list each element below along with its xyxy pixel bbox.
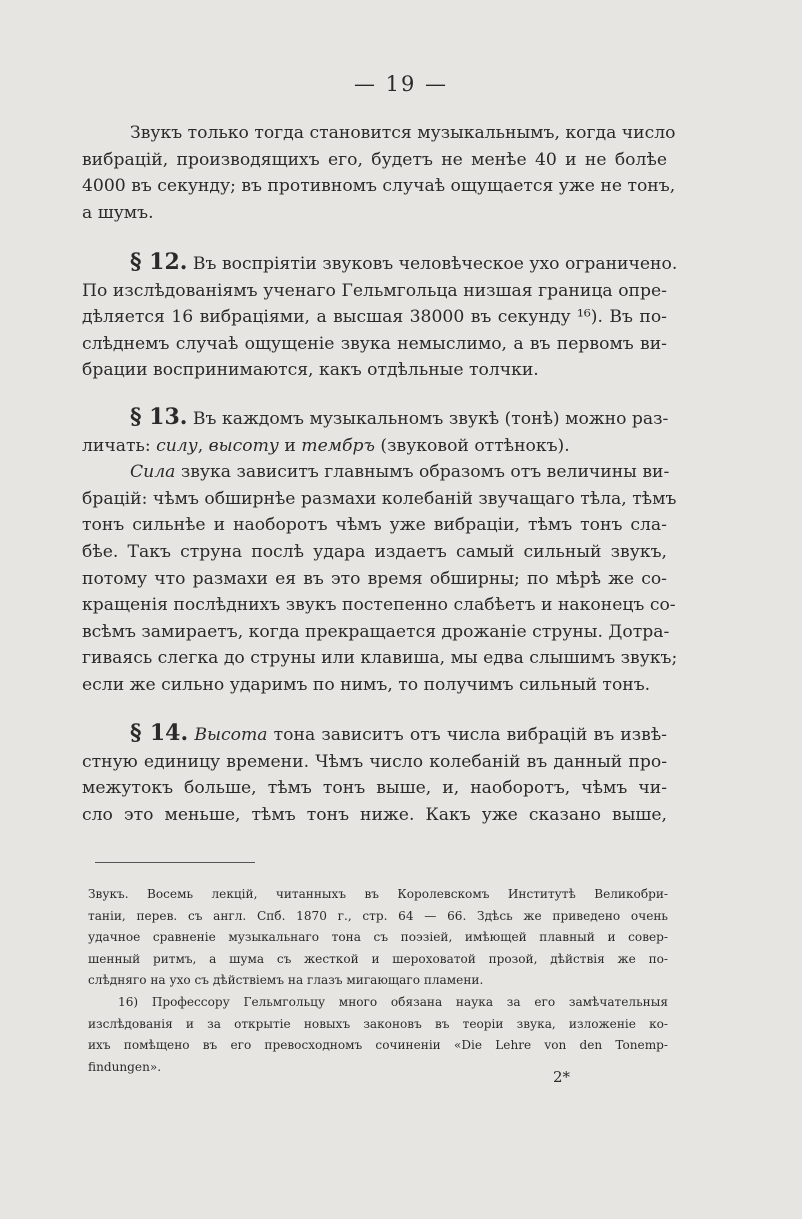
section-number: § 13.: [130, 404, 188, 430]
section-13: [82, 404, 678, 699]
section-number: § 14.: [130, 720, 189, 746]
text-line: всѣмъ замираетъ, когда прекращается дрожаніе струны. Дотра-: [82, 621, 670, 642]
text-line: кращенія послѣднихъ звукъ постепенно слабѣетъ и наконецъ со-: [82, 595, 676, 616]
footnote-line: слѣдняго на ухо съ дѣйствіемъ на глазъ мигающаго пламени.: [88, 973, 484, 988]
text-line: тонъ сильнѣе и наоборотъ чѣмъ уже вибраціи, тѣмъ тонъ сла-: [82, 515, 667, 536]
text-fragment: ,: [197, 435, 209, 456]
section-number: § 12.: [130, 249, 188, 275]
text-line: [82, 404, 667, 433]
text-line: а шумъ.: [82, 202, 154, 223]
text-line: сло это меньше, тѣмъ тонъ ниже. Какъ уже сказано выше,: [82, 804, 667, 825]
footnote-line: 16) Профессору Гельмгольцу много обязана наука за его замѣчательныя: [118, 995, 668, 1009]
text-fragment: (звуковой оттѣнокъ).: [374, 435, 570, 456]
italic-term: тембръ: [301, 435, 375, 456]
text-fragment: и: [278, 435, 302, 456]
text-line: брации воспринимаются, какъ отдѣльные толчки.: [82, 360, 539, 381]
text-fragment: звука зависитъ главнымъ образомъ отъ величины ви-: [175, 462, 670, 483]
paragraph-sound-definition: [82, 120, 676, 226]
text-line: 4000 въ секунду; въ противномъ случаѣ ощущается уже не тонъ,: [82, 176, 676, 197]
text-line: дѣляется 16 вибраціями, а высшая 38000 въ секунду ¹⁶). Въ по-: [82, 307, 667, 328]
section-12: [82, 249, 678, 384]
footnote-line: Звукъ. Восемь лекцій, читанныхъ въ Королевскомъ Институтѣ Великобри-: [88, 887, 668, 901]
footnote-line: изслѣдованія и за открытіе новыхъ законовъ въ теоріи звука, изложеніе ко-: [88, 1016, 668, 1031]
text-line: [82, 720, 667, 749]
footnote-line: шенный ритмъ, а шума съ жесткой и шероховатой прозой, дѣйствія же по-: [88, 951, 668, 966]
text-line: Звукъ только тогда становится музыкальнымъ, когда число: [130, 123, 676, 143]
text-line: [82, 433, 667, 460]
text-line: брацій: чѣмъ обширнѣе размахи колебаній звучащаго тѣла, тѣмъ: [82, 488, 677, 509]
text-line: [82, 249, 678, 278]
text-fragment: тона зависитъ отъ числа вибрацій въ извѣ-: [267, 725, 667, 745]
footnote-line: таніи, перев. съ англ. Спб. 1870 г., стр. 64 — 66. Здѣсь же приведено очень: [88, 908, 668, 923]
italic-term: Высота: [194, 725, 268, 745]
page-number: — 19 —: [353, 72, 449, 96]
italic-term: Сила: [130, 462, 176, 483]
footnote-line: ихъ помѣщено въ его превосходномъ сочиненіи «Die Lehre von den Tonemp-: [88, 1038, 668, 1053]
footnote-line: удачное сравненіе музыкальнаго тона съ поэзіей, имѣющей плавный и совер-: [88, 930, 668, 945]
text-line: бѣе. Такъ струна послѣ удара издаетъ самый сильный звукъ,: [82, 541, 667, 562]
text-line: По изслѣдованіямъ ученаго Гельмгольца низшая граница опре-: [82, 280, 667, 301]
italic-term: силу: [156, 435, 198, 456]
text-line: потому что размахи ея въ это время обширны; по мѣрѣ же со-: [82, 568, 667, 589]
text-line: межутокъ больше, тѣмъ тонъ выше, и, наоборотъ, чѣмъ чи-: [82, 778, 667, 799]
section-14: [82, 720, 667, 828]
footnote-15: [88, 884, 668, 992]
text-line: стную единицу времени. Чѣмъ число колебаній въ данный про-: [82, 751, 667, 772]
text-line: вибрацій, производящихъ его, будетъ не менѣе 40 и не болѣе: [82, 149, 667, 170]
footnote-16: [88, 992, 668, 1078]
text-line: слѣднемъ случаѣ ощущеніе звука немыслимо, а въ первомъ ви-: [82, 333, 667, 354]
signature-mark: 2*: [553, 1068, 571, 1086]
italic-term: высоту: [208, 435, 279, 456]
footnote-line: findungen».: [88, 1059, 162, 1074]
text-line: гиваясь слегка до струны или клавиша, мы едва слышимъ звукъ;: [82, 648, 678, 669]
text-line: если же сильно ударимъ по нимъ, то получимъ сильный тонъ.: [82, 674, 651, 695]
text-fragment: личать:: [82, 435, 157, 456]
text-fragment: Въ воспріятіи звуковъ человѣческое ухо ограничено.: [192, 254, 678, 274]
text-line: [82, 459, 670, 486]
text-fragment: Въ каждомъ музыкальномъ звукѣ (тонѣ) можно раз-: [192, 409, 669, 429]
footnote-divider: [95, 862, 255, 863]
